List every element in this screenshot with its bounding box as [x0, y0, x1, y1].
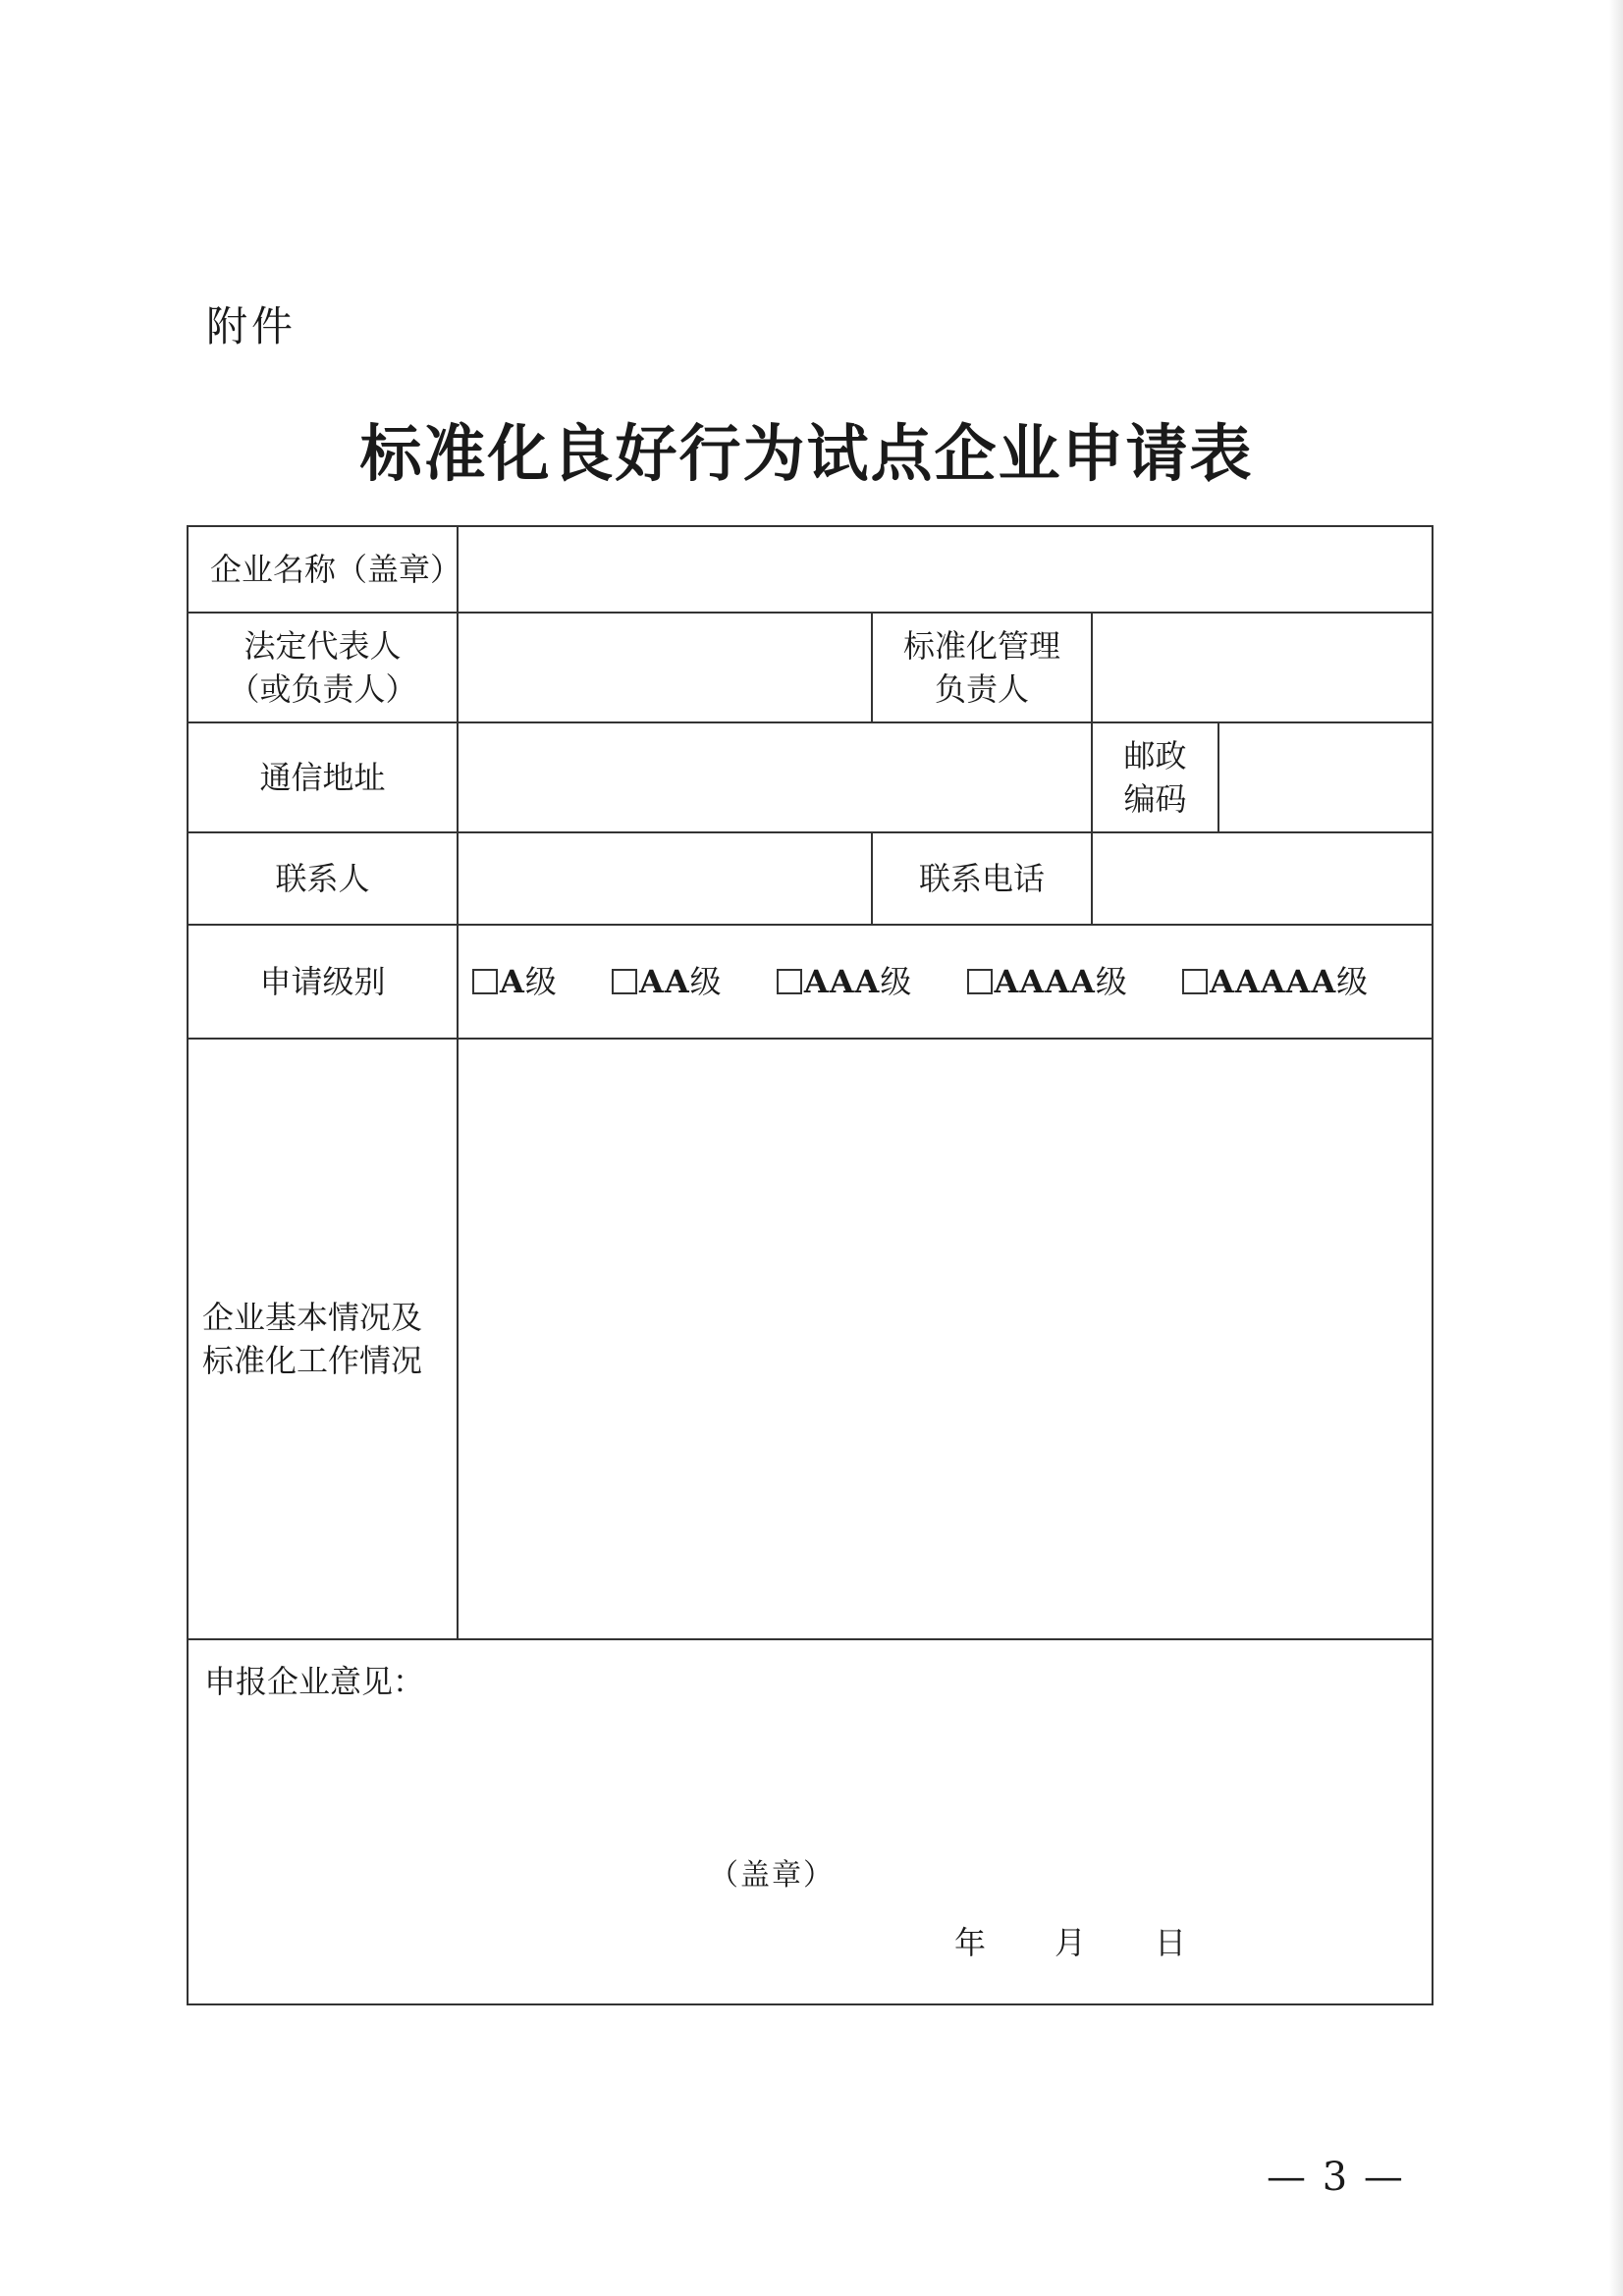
basic-info-line1: 企业基本情况及 — [202, 1299, 423, 1336]
std-manager-label — [872, 613, 1092, 722]
phone-field[interactable] — [1092, 832, 1433, 925]
level-option-aaaa[interactable] — [967, 960, 1127, 1003]
level-grade-aa: AA — [639, 963, 690, 1000]
checkbox-a[interactable] — [472, 969, 498, 994]
level-grade-a: A — [500, 963, 525, 1000]
level-option-aa[interactable] — [612, 960, 722, 1003]
day-label: 日 — [1155, 1924, 1187, 1961]
level-suffix-a: 级 — [524, 963, 557, 1000]
checkbox-aaaa[interactable] — [967, 969, 993, 994]
std-manager-field[interactable] — [1092, 613, 1433, 722]
page-edge-shadow — [1609, 0, 1623, 2296]
legal-rep-label — [188, 613, 458, 722]
row-address — [188, 722, 1433, 832]
row-legal-rep — [188, 613, 1433, 722]
contact-label: 联系人 — [188, 832, 458, 925]
level-grade-aaaa: AAAA — [994, 963, 1096, 1000]
level-option-aaa[interactable] — [777, 960, 912, 1003]
basic-info-line2: 标准化工作情况 — [202, 1342, 423, 1379]
month-label: 月 — [1055, 1924, 1087, 1961]
opinion-field[interactable] — [188, 1639, 1433, 2004]
phone-label: 联系电话 — [872, 832, 1092, 925]
row-company-name — [188, 526, 1433, 613]
page-number: — 3 — — [1267, 2155, 1405, 2200]
postcode-line2: 编码 — [1123, 780, 1187, 818]
std-manager-line2: 负责人 — [934, 670, 1029, 708]
page-title — [0, 404, 1623, 494]
stamp-label: （盖章） — [709, 1858, 835, 1893]
basic-info-field[interactable] — [458, 1039, 1433, 1639]
checkbox-aaaaa[interactable] — [1182, 969, 1208, 994]
level-suffix-aa: 级 — [689, 963, 722, 1000]
title-text: 标准化良好行为试点企业申请表 — [359, 417, 1254, 490]
legal-rep-line2: （或负责人） — [228, 670, 417, 708]
company-name-field[interactable] — [458, 526, 1433, 613]
year-label: 年 — [954, 1924, 987, 1961]
legal-rep-field[interactable] — [458, 613, 872, 722]
row-contact — [188, 832, 1433, 925]
row-basic-info — [188, 1039, 1433, 1639]
level-option-aaaaa[interactable] — [1182, 960, 1368, 1003]
checkbox-aaa[interactable] — [777, 969, 802, 994]
row-level — [188, 925, 1433, 1039]
level-grade-aaaaa: AAAAA — [1210, 963, 1337, 1000]
address-field[interactable] — [458, 722, 1092, 832]
contact-field[interactable] — [458, 832, 872, 925]
postcode-field[interactable] — [1218, 722, 1433, 832]
attachment-label: 附件 — [206, 302, 298, 350]
address-label: 通信地址 — [188, 722, 458, 832]
level-suffix-aaa: 级 — [880, 963, 912, 1000]
level-label: 申请级别 — [188, 925, 458, 1039]
checkbox-aa[interactable] — [612, 969, 637, 994]
level-suffix-aaaa: 级 — [1095, 963, 1127, 1000]
level-suffix-aaaaa: 级 — [1336, 963, 1369, 1000]
level-options — [458, 925, 1433, 1039]
date-line — [954, 1921, 1255, 1964]
level-option-a[interactable] — [472, 960, 557, 1003]
legal-rep-line1: 法定代表人 — [243, 627, 402, 665]
postcode-line1: 邮政 — [1123, 737, 1187, 774]
std-manager-line1: 标准化管理 — [902, 627, 1060, 665]
level-grade-aaa: AAA — [803, 963, 881, 1000]
application-form-table — [187, 525, 1434, 2005]
row-opinion — [188, 1639, 1433, 2004]
postcode-label — [1092, 722, 1218, 832]
opinion-title: 申报企业意见： — [204, 1663, 425, 1700]
company-name-label: 企业名称（盖章） — [188, 526, 458, 613]
basic-info-label — [188, 1039, 458, 1639]
